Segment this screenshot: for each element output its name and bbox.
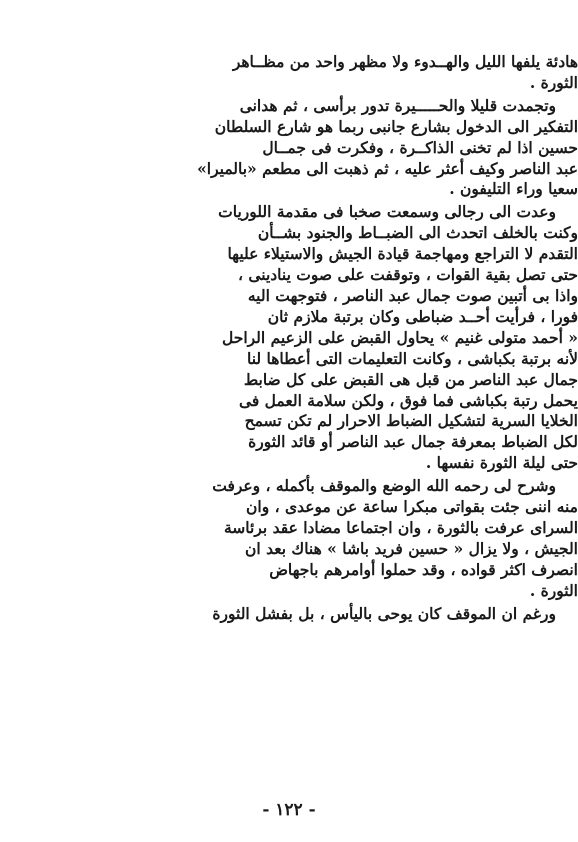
text-line: حتى تصل بقية القوات ، وتوقفت على صوت ينادينى ، — [237, 265, 578, 285]
text-line: « أحمد متولى غنيم » يحاول القبض على الزعيم الراحل — [222, 327, 578, 347]
text-line: ورغم ان الموقف كان يوحى باليأس ، بل بفشل الثورة — [212, 603, 556, 623]
text-line: عبد الناصر وكيف أعثر عليه ، ثم ذهبت الى مطعم «بالميرا» — [197, 158, 578, 178]
text-line: سعيا وراء التليفون . — [449, 179, 578, 199]
text-line: لأنه برتبة بكباشى ، وكانت التعليمات التى أعطاها لنا — [246, 348, 578, 368]
paragraph — [30, 52, 578, 94]
text-line: وكنت بالخلف اتحدث الى الضبــاط والجنود بشــأن — [257, 223, 578, 243]
text-line: حسين اذا لم تخنى الذاكــرة ، وفكرت فى جمــال — [262, 137, 578, 157]
text-line: السراى عرفت بالثورة ، وان اجتماعا مضادا عقد برئاسة — [224, 517, 578, 537]
text-line: انصرف اكثر قواده ، وقد حملوا أوامرهم باجهاض — [269, 559, 578, 579]
page-number: - ١٢٢ - — [262, 800, 316, 820]
text-line: التفكير الى الدخول بشارع جانبى ربما هو شارع السلطان — [214, 116, 578, 136]
text-line: هادئة يلفها الليل والهــدوء ولا مظهر واحد من مظــاهر — [232, 52, 578, 71]
text-line: يحمل رتبة بكباشى فما فوق ، ولكن سلامة العمل فى — [238, 390, 578, 410]
text-line: وتجمدت قليلا والحـــــيرة تدور برأسى ، ثم هدانى — [239, 95, 556, 115]
text-line: وعدت الى رجالى وسمعت صخبا فى مقدمة اللوريات — [218, 202, 556, 222]
paragraph — [30, 202, 578, 474]
text-line: فورا ، فرأيت أحــد ضباطى وكان برتبة ملازم ثان — [267, 306, 578, 326]
text-line: الثورة . — [529, 580, 578, 600]
paragraph — [30, 476, 578, 601]
text-line: الخلايا السرية لتشكيل الضباط الاحرار لم تكن تسمح — [244, 411, 578, 431]
text-line: منه اننى جئت بقواتى مبكرا ساعة عن موعدى ، وان — [246, 497, 578, 517]
paragraph — [30, 96, 578, 201]
text-line: جمال عبد الناصر من قبل هى القبض على كل ضابط — [243, 369, 578, 389]
text-line: الجيش ، ولا يزال « حسين فريد باشا » هناك بعد ان — [245, 538, 578, 558]
text-line: وشرح لى رحمه الله الوضع والموقف بأكمله ، وعرفت — [212, 476, 556, 496]
paragraph — [30, 604, 578, 625]
text-line: لكل الضباط بمعرفة جمال عبد الناصر أو قائد الثورة — [248, 432, 578, 452]
text-line: واذا بى أتبين صوت جمال عبد الناصر ، فتوجهت اليه — [247, 285, 578, 305]
text-line: حتى ليلة الثورة نفسها . — [425, 453, 578, 473]
body-text — [30, 52, 578, 626]
text-line: الثورة . — [529, 72, 578, 92]
text-line: التقدم لا التراجع ومهاجمة قيادة الجيش والاستيلاء عليها — [227, 244, 578, 264]
